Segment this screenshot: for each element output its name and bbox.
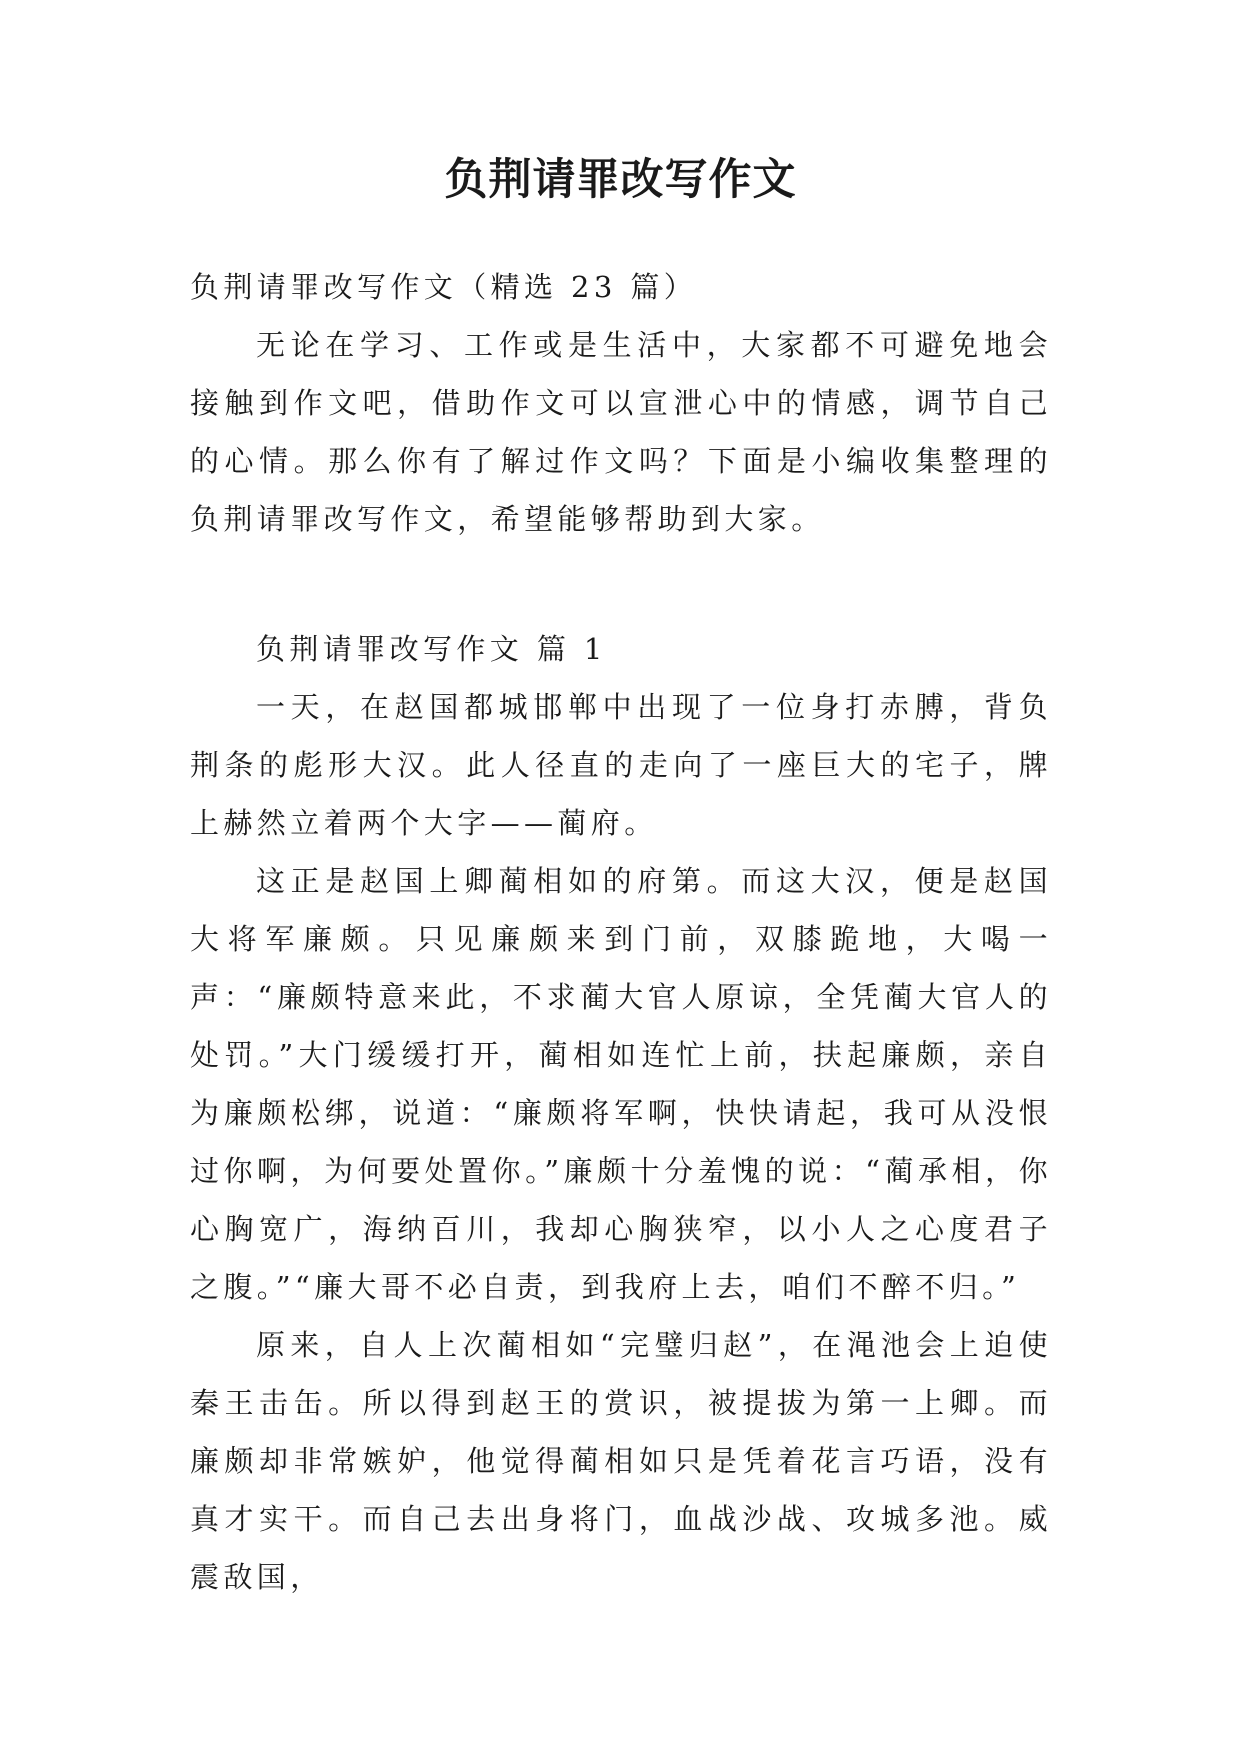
document-subtitle: 负荆请罪改写作文（精选 23 篇） (190, 270, 698, 304)
document-body (190, 258, 1052, 1606)
section-heading: 负荆请罪改写作文 篇 1 (256, 632, 607, 666)
story-paragraph: 一天，在赵国都城邯郸中出现了一位身打赤膊，背负荆条的彪形大汉。此人径直的走向了一座巨大的宅子，牌上赫然立着两个大字——蔺府。 (190, 690, 1052, 840)
intro-paragraph: 无论在学习、工作或是生活中，大家都不可避免地会接触到作文吧，借助作文可以宣泄心中的情感，调节自己的心情。那么你有了解过作文吗？下面是小编收集整理的负荆请罪改写作文，希望能够帮助到大家。 (190, 328, 1052, 536)
story-paragraph: 原来，自人上次蔺相如“完璧归赵”，在渑池会上迫使秦王击缶。所以得到赵王的赏识，被提拔为第一上卿。而廉颇却非常嫉妒，他觉得蔺相如只是凭着花言巧语，没有真才实干。而自己去出身将门，血战沙战、攻城多池。威震敌国， (190, 1328, 1052, 1594)
section-spacer (190, 548, 1052, 620)
story-paragraph: 这正是赵国上卿蔺相如的府第。而这大汉，便是赵国大将军廉颇。只见廉颇来到门前，双膝跪地，大喝一声：“廉颇特意来此，不求蔺大官人原谅，全凭蔺大官人的处罚。”大门缓缓打开，蔺相如连忙上前，扶起廉颇，亲自为廉颇松绑，说道：“廉颇将军啊，快快请起，我可从没恨过你啊，为何要处置你。”廉颇十分羞愧的说：“蔺承相，你心胸宽广，海纳百川，我却心胸狭窄，以小人之心度君子之腹。”“廉大哥不必自责，到我府上去，咱们不醉不归。” (190, 864, 1052, 1304)
document-title: 负荆请罪改写作文 (444, 155, 797, 205)
